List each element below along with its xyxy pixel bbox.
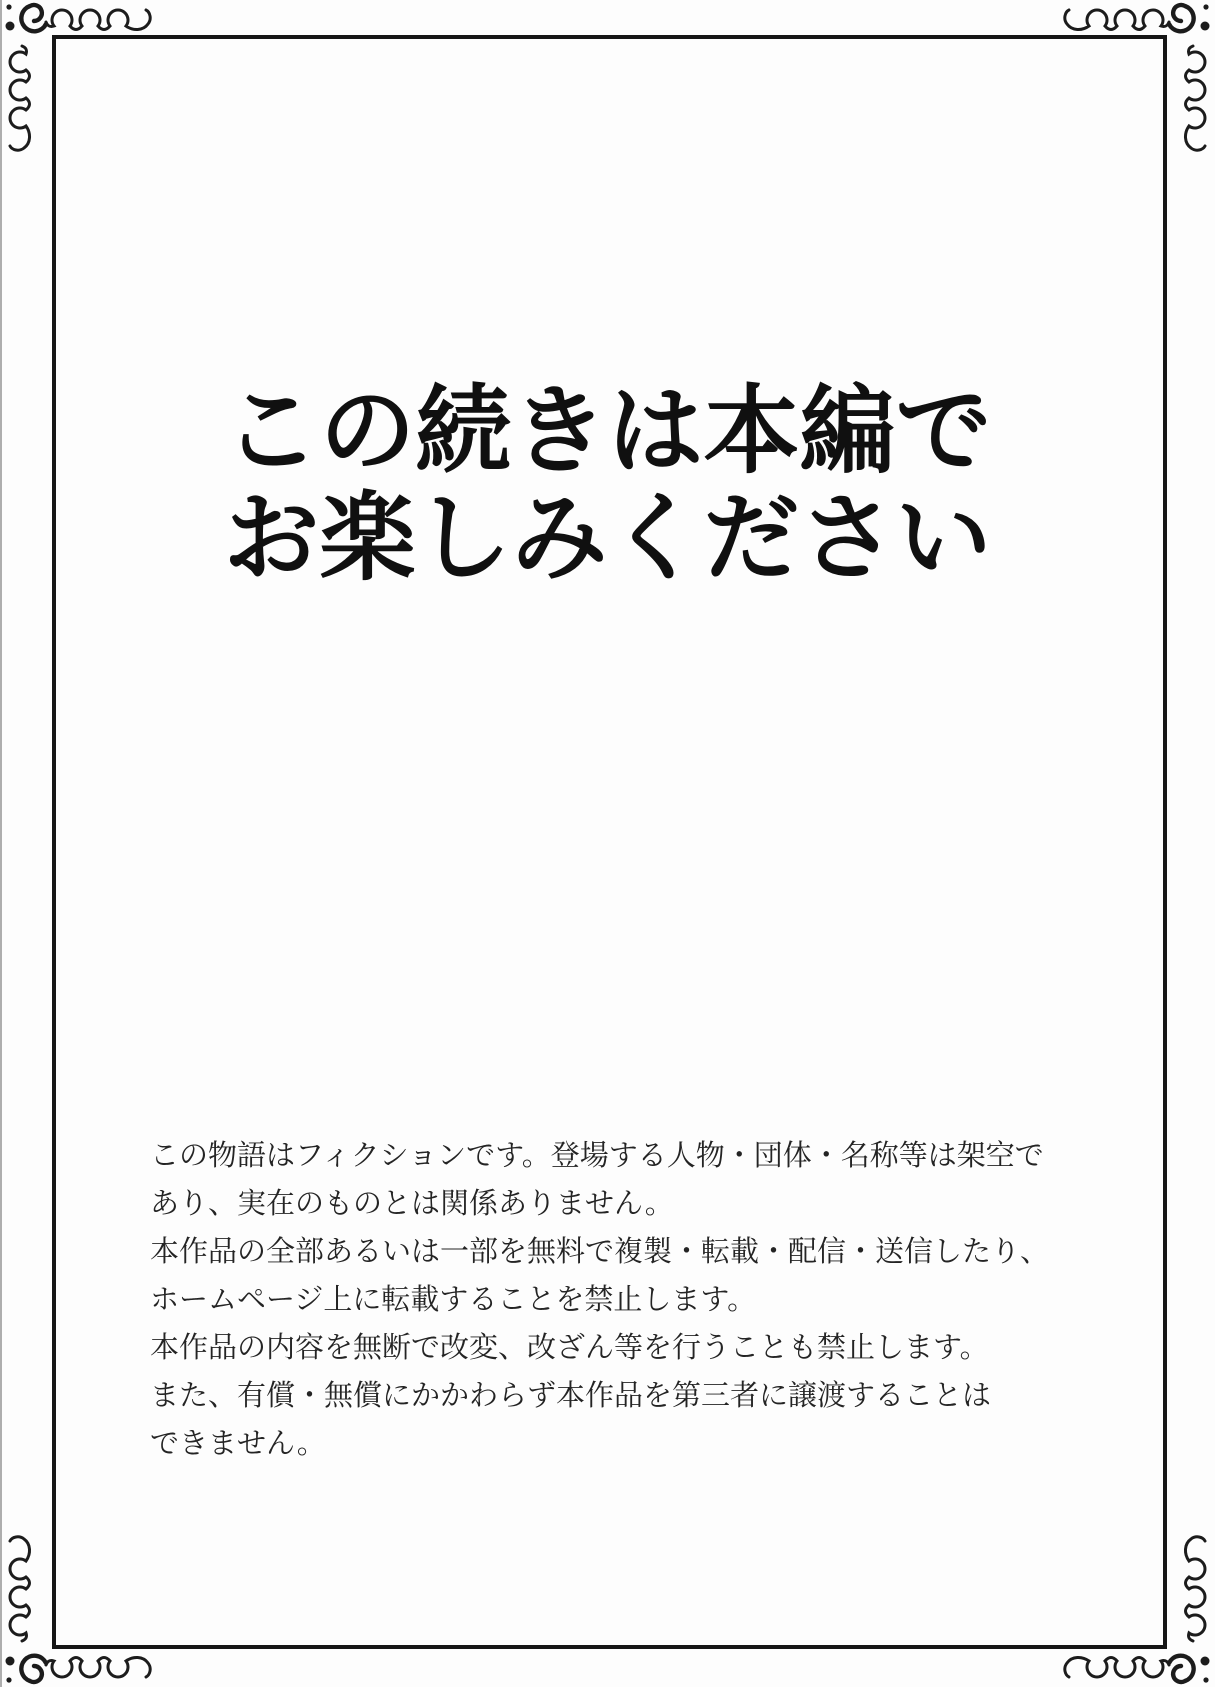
- disclaimer-line: 本作品の全部あるいは一部を無料で複製・転載・配信・送信したり、: [150, 1236, 1050, 1268]
- heading-line-1: この続きは本編で: [223, 378, 992, 485]
- disclaimer-line: ホームページ上に転載することを禁止します。: [150, 1284, 757, 1316]
- disclaimer-line: あり、実在のものとは関係ありません。: [150, 1188, 674, 1220]
- disclaimer-line: また、有償・無償にかかわらず本作品を第三者に譲渡することは: [150, 1380, 992, 1412]
- heading-line-2: お楽しみください: [223, 485, 992, 592]
- disclaimer-line: 本作品の内容を無断で改変、改ざん等を行うことも禁止します。: [150, 1332, 989, 1364]
- copyright-disclaimer: [150, 1132, 1080, 1468]
- page-edge-shadow: [0, 0, 2, 1687]
- disclaimer-line: この物語はフィクションです。登場する人物・団体・名称等は架空で: [150, 1140, 1044, 1172]
- disclaimer-line: できません。: [150, 1428, 326, 1460]
- continuation-notice-heading: [0, 378, 1215, 592]
